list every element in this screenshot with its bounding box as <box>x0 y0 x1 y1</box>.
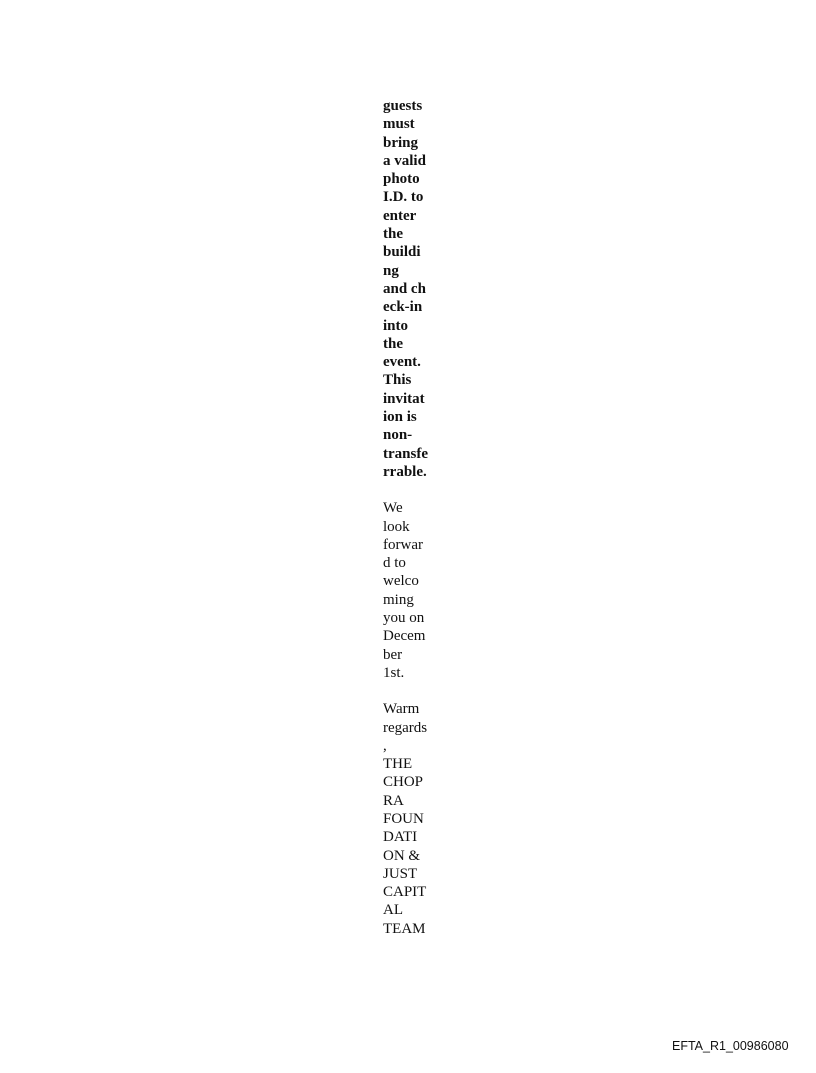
welcome-paragraph <box>383 499 453 682</box>
welcome-line: Decem <box>383 628 426 645</box>
welcome-line: ber <box>383 646 403 663</box>
notice-line: ng <box>383 262 399 279</box>
closing-line: DATI <box>383 829 418 846</box>
notice-line: the <box>383 335 403 352</box>
welcome-line: you on <box>383 610 425 627</box>
notice-line: non- <box>383 427 413 444</box>
notice-line: buildi <box>383 244 421 261</box>
notice-line: bring <box>383 134 419 151</box>
closing-line: , <box>383 737 387 754</box>
notice-line: transfe <box>383 445 428 462</box>
closing-line: AL <box>383 902 403 919</box>
notice-line: invitat <box>383 390 425 407</box>
closing-line: JUST <box>383 865 418 882</box>
closing-line: ON & <box>383 847 421 864</box>
closing-line: TEAM <box>383 920 426 937</box>
closing-line: RA <box>383 792 404 809</box>
letter-column <box>383 97 453 938</box>
paragraph-gap <box>383 682 453 700</box>
notice-line: rrable. <box>383 463 427 480</box>
closing-line: FOUN <box>383 810 424 827</box>
welcome-line: ming <box>383 591 414 608</box>
notice-line: into <box>383 317 409 334</box>
notice-line: ion is <box>383 409 417 426</box>
notice-line: eck-in <box>383 299 423 316</box>
closing-line: CHOP <box>383 774 424 791</box>
notice-line: enter <box>383 207 417 224</box>
closing-line: Warm <box>383 701 420 718</box>
welcome-line: We <box>383 500 403 517</box>
notice-line: guests <box>383 98 423 114</box>
notice-line: event. <box>383 354 421 371</box>
welcome-line: forwar <box>383 536 423 553</box>
document-id-label: EFTA_R1_00986080 <box>672 1039 789 1053</box>
notice-line: must <box>383 116 415 133</box>
notice-line: I.D. to <box>383 189 424 206</box>
closing-line: THE <box>383 756 413 773</box>
notice-line: and ch <box>383 280 426 297</box>
paragraph-gap <box>383 481 453 499</box>
welcome-line: look <box>383 518 410 535</box>
id-requirement-notice <box>383 97 453 481</box>
closing-line: regards <box>383 719 428 736</box>
welcome-line: 1st. <box>383 664 405 681</box>
notice-line: photo <box>383 171 420 188</box>
welcome-line: welco <box>383 573 419 590</box>
notice-line: This <box>383 372 412 389</box>
closing-signature <box>383 700 453 938</box>
closing-line: CAPIT <box>383 884 427 901</box>
notice-line: a valid <box>383 152 426 169</box>
notice-line: the <box>383 226 403 243</box>
welcome-line: d to <box>383 555 406 572</box>
